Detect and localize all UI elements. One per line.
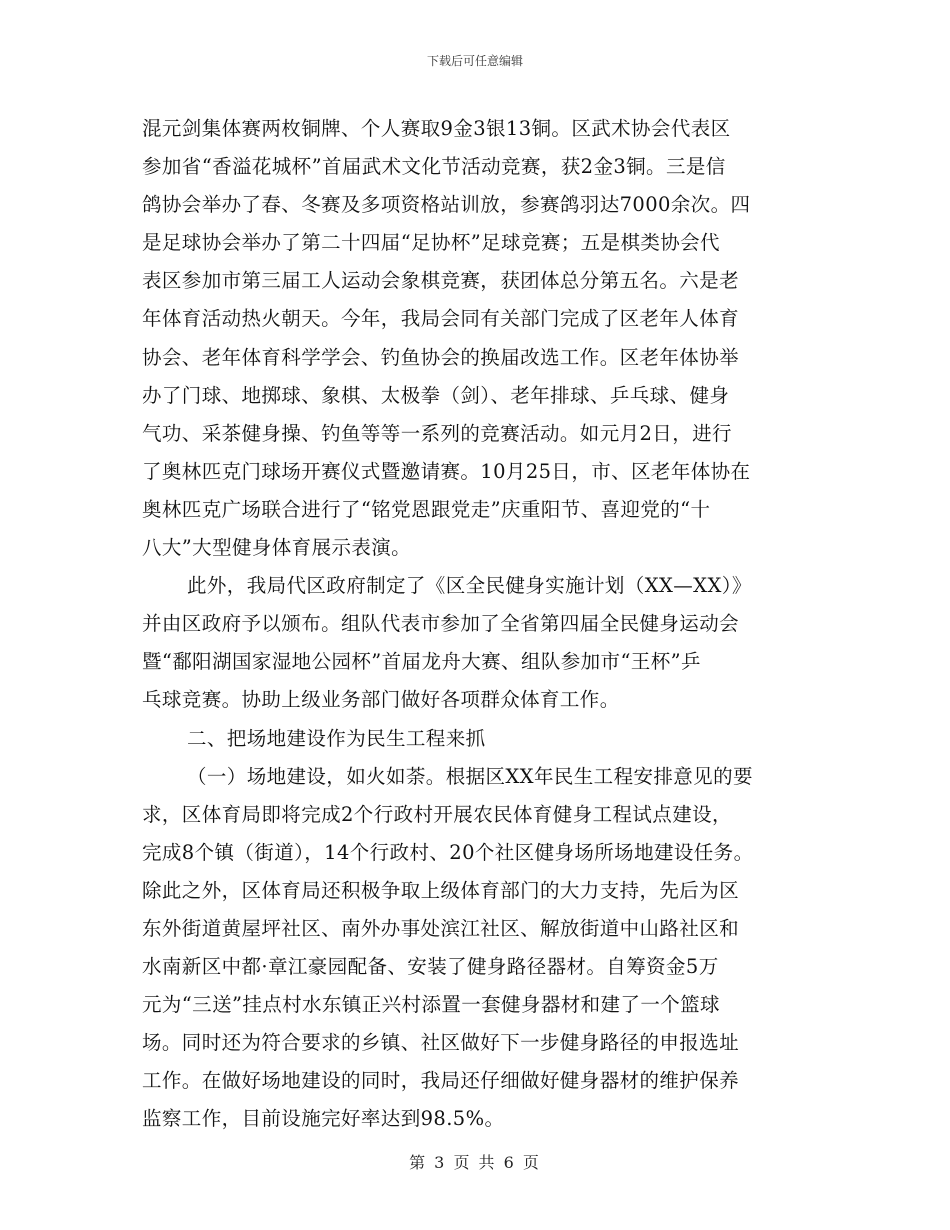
text-line: 水南新区中都·章江豪园配备、安装了健身路径器材。自筹资金5万 — [142, 955, 719, 979]
text-line: 年体育活动热火朝天。今年，我局会同有关部门完成了区老年人体育 — [142, 307, 740, 331]
text-line: 工作。在做好场地建设的同时，我局还仔细做好健身器材的维护保养 — [142, 1069, 740, 1093]
text-line: 元为“三送”挂点村水东镇正兴村添置一套健身器材和建了一个篮球 — [142, 993, 720, 1017]
text-line: 乓球竞赛。协助上级业务部门做好各项群众体育工作。 — [142, 688, 620, 712]
text-line: 是足球协会举办了第二十四届“足协杯”足球竞赛；五是棋类协会代 — [142, 231, 720, 255]
page-footer: 第 3 页 共 6 页 — [409, 1153, 541, 1172]
text-line: 办了门球、地掷球、象棋、太极拳（剑）、老年排球、乒乓球、健身 — [142, 383, 730, 407]
text-line: 了奥林匹克门球场开赛仪式暨邀请赛。10月25日，市、区老年体协在 — [142, 459, 751, 483]
text-line: 东外街道黄屋坪社区、南外办事处滨江社区、解放街道中山路社区和 — [142, 916, 740, 940]
text-line: 监察工作，目前设施完好率达到98.5%。 — [142, 1107, 505, 1131]
text-line: 除此之外，区体育局还积极争取上级体育部门的大力支持，先后为区 — [142, 878, 740, 902]
text-line: 表区参加市第三届工人运动会象棋竞赛，获团体总分第五名。六是老 — [142, 269, 740, 293]
text-line: 协会、老年体育科学学会、钓鱼协会的换届改选工作。区老年体协举 — [142, 345, 740, 369]
text-line: 气功、采茶健身操、钓鱼等等一系列的竞赛活动。如元月2日，进行 — [142, 421, 732, 445]
text-line: 完成8个镇（街道），14个行政村、20个社区健身场所场地建设任务。 — [142, 840, 754, 864]
text-line: 并由区政府予以颁布。组队代表市参加了全省第四届全民健身运动会 — [142, 612, 740, 636]
text-line: （一）场地建设，如火如荼。根据区XX年民生工程安排意见的要 — [187, 764, 753, 788]
text-line: 求，区体育局即将完成2个行政村开展农民体育健身工程试点建设， — [142, 802, 732, 826]
text-line: 参加省“香溢花城杯”首届武术文化节活动竞赛，获2金3铜。三是信 — [142, 155, 726, 179]
text-line: 二、把场地建设作为民生工程来抓 — [187, 726, 486, 750]
text-line: 鸽协会举办了春、冬赛及多项资格站训放，参赛鸽羽达7000余次。四 — [142, 193, 751, 217]
body-text — [142, 110, 814, 1139]
text-line: 八大”大型健身体育展示表演。 — [142, 536, 412, 560]
page-header: 下载后可任意编辑 — [426, 54, 523, 68]
text-line: 此外，我局代区政府制定了《区全民健身实施计划（XX—XX）》 — [187, 574, 752, 598]
text-line: 混元剑集体赛两枚铜牌、个人赛取9金3银13铜。区武术协会代表区 — [142, 117, 731, 140]
text-line: 奥林匹克广场联合进行了“铭党恩跟党走”庆重阳节、喜迎党的“十 — [142, 497, 711, 521]
text-line: 场。同时还为符合要求的乡镇、社区做好下一步健身路径的申报选址 — [142, 1031, 740, 1055]
text-line: 暨“鄱阳湖国家湿地公园杯”首届龙舟大赛、组队参加市“王杯”乒 — [142, 650, 701, 674]
